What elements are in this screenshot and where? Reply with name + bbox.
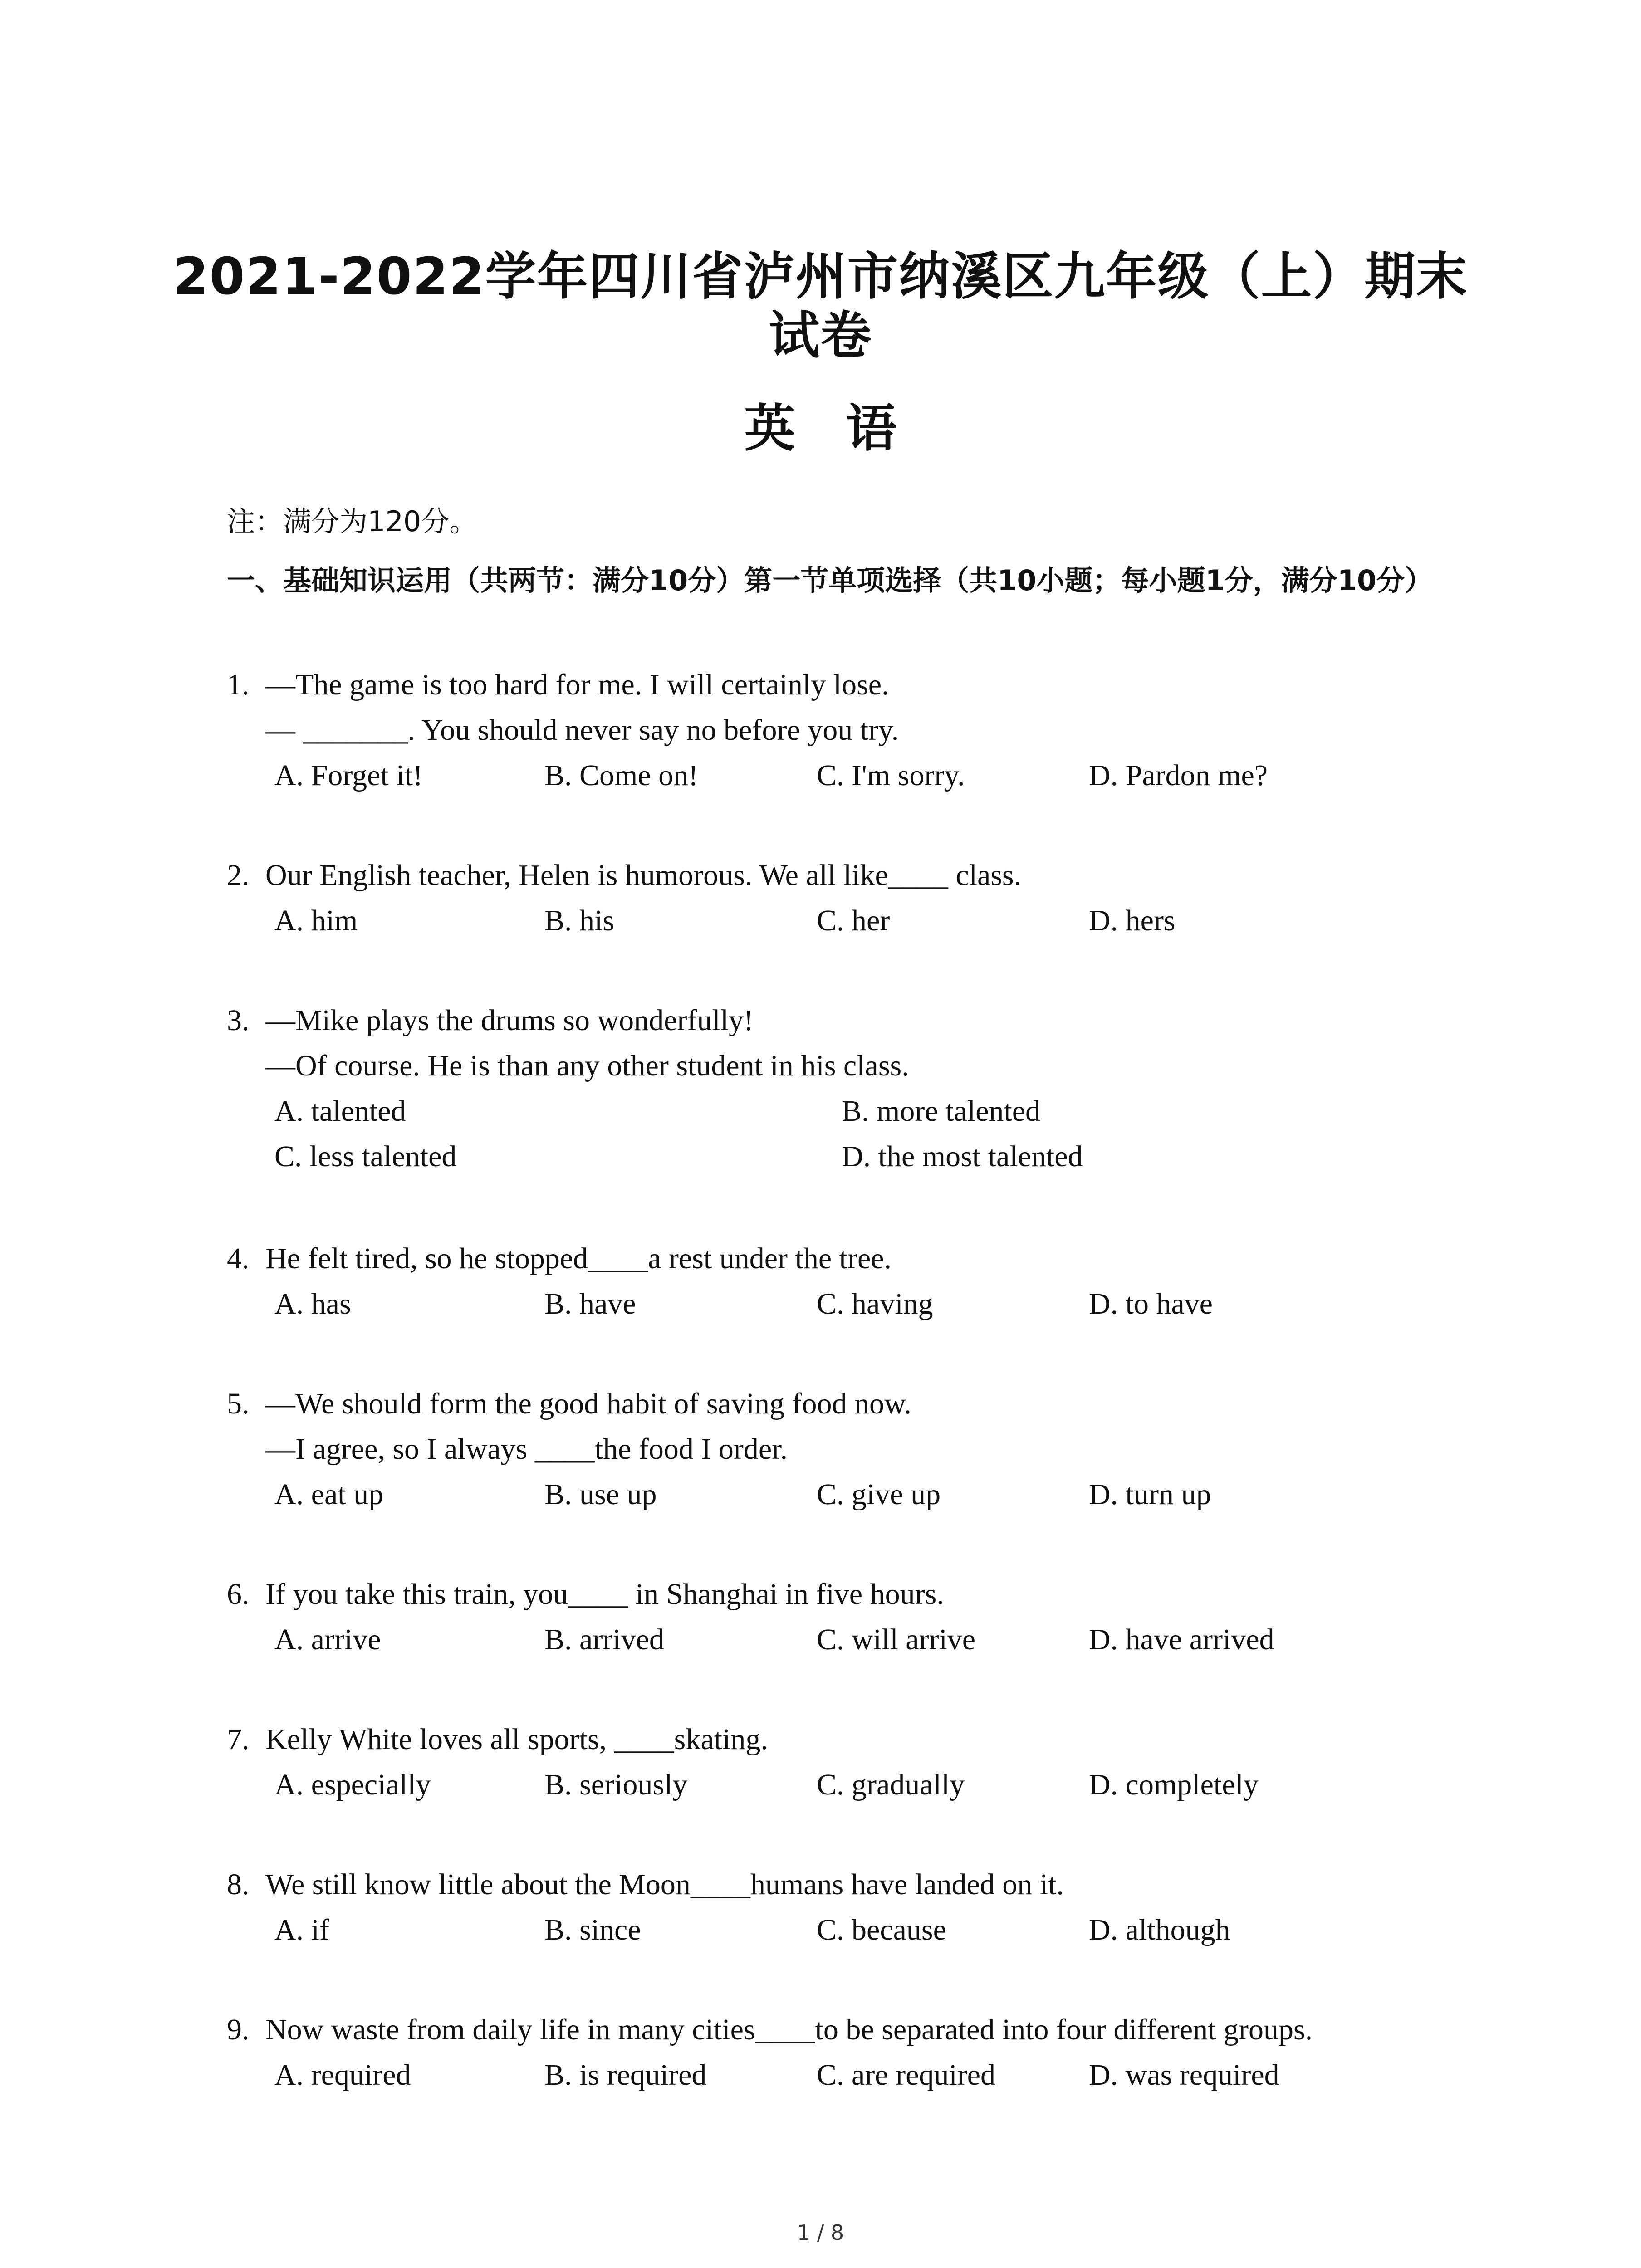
option-d[interactable]: D. Pardon me? bbox=[1089, 759, 1268, 792]
option-b[interactable]: B. more talented bbox=[842, 1095, 1041, 1128]
option-c[interactable]: C. having bbox=[817, 1287, 933, 1320]
option-a[interactable]: A. him bbox=[274, 904, 358, 937]
option-b[interactable]: B. arrived bbox=[544, 1623, 664, 1656]
page-number: 1 / 8 bbox=[797, 2220, 844, 2245]
option-b[interactable]: B. his bbox=[544, 904, 615, 937]
question-stem: Kelly White loves all sports, ____skating. bbox=[265, 1723, 768, 1756]
option-a[interactable]: A. Forget it! bbox=[274, 759, 423, 792]
option-c[interactable]: C. are required bbox=[817, 2058, 995, 2092]
option-a[interactable]: A. especially bbox=[274, 1768, 431, 1801]
question-stem: If you take this train, you____ in Shanghai in five hours. bbox=[265, 1578, 944, 1611]
option-d[interactable]: D. was required bbox=[1089, 2058, 1279, 2092]
option-d[interactable]: D. to have bbox=[1089, 1287, 1213, 1320]
question-stem: —The game is too hard for me. I will certainly lose. bbox=[265, 668, 889, 701]
question-number: 9. bbox=[227, 2013, 250, 2046]
question-reply: —Of course. He is than any other student in his class. bbox=[265, 1049, 909, 1082]
option-a[interactable]: A. if bbox=[274, 1913, 329, 1946]
option-a[interactable]: A. eat up bbox=[274, 1478, 384, 1511]
option-d[interactable]: D. completely bbox=[1089, 1768, 1259, 1801]
option-b[interactable]: B. is required bbox=[544, 2058, 707, 2092]
question-stem: —Mike plays the drums so wonderfully! bbox=[265, 1004, 754, 1037]
option-c[interactable]: C. because bbox=[817, 1913, 946, 1946]
option-a[interactable]: A. talented bbox=[274, 1095, 406, 1128]
question-stem: He felt tired, so he stopped____a rest under the tree. bbox=[265, 1242, 892, 1275]
option-c[interactable]: C. I'm sorry. bbox=[817, 759, 965, 792]
option-a[interactable]: A. required bbox=[274, 2058, 411, 2092]
option-c[interactable]: C. will arrive bbox=[817, 1623, 976, 1656]
question-reply: —I agree, so I always ____the food I order. bbox=[265, 1432, 788, 1466]
question-stem: —We should form the good habit of saving food now. bbox=[265, 1387, 911, 1420]
option-c[interactable]: C. gradually bbox=[817, 1768, 965, 1801]
option-b[interactable]: B. Come on! bbox=[544, 759, 699, 792]
option-b[interactable]: B. have bbox=[544, 1287, 636, 1320]
option-d[interactable]: D. have arrived bbox=[1089, 1623, 1274, 1656]
subject-heading: 英 语 bbox=[744, 399, 897, 458]
exam-title-line-1: 2021-2022学年四川省泸州市纳溪区九年级（上）期末 bbox=[173, 247, 1468, 306]
question-stem: We still know little about the Moon____humans have landed on it. bbox=[265, 1868, 1064, 1901]
option-d[interactable]: D. although bbox=[1089, 1913, 1230, 1946]
question-number: 6. bbox=[227, 1578, 250, 1611]
question-number: 3. bbox=[227, 1004, 250, 1037]
option-d[interactable]: D. turn up bbox=[1089, 1478, 1211, 1511]
option-b[interactable]: B. use up bbox=[544, 1478, 657, 1511]
exam-title-line-2: 试卷 bbox=[769, 306, 872, 365]
question-number: 4. bbox=[227, 1242, 250, 1275]
question-reply: — _______. You should never say no before you try. bbox=[265, 714, 899, 747]
question-stem: Now waste from daily life in many cities____to be separated into four different groups. bbox=[265, 2013, 1313, 2046]
question-number: 5. bbox=[227, 1387, 250, 1420]
option-d[interactable]: D. hers bbox=[1089, 904, 1176, 937]
question-number: 7. bbox=[227, 1723, 250, 1756]
exam-title bbox=[0, 247, 1641, 365]
option-b[interactable]: B. seriously bbox=[544, 1768, 688, 1801]
option-c[interactable]: C. give up bbox=[817, 1478, 941, 1511]
option-a[interactable]: A. has bbox=[274, 1287, 351, 1320]
question-number: 2. bbox=[227, 859, 250, 892]
section-heading: 一、基础知识运用（共两节：满分10分）第一节单项选择（共10小题；每小题1分，满分10分） bbox=[227, 564, 1433, 597]
option-a[interactable]: A. arrive bbox=[274, 1623, 381, 1656]
question-number: 1. bbox=[227, 668, 250, 701]
option-d[interactable]: D. the most talented bbox=[842, 1140, 1083, 1173]
question-stem: Our English teacher, Helen is humorous. We all like____ class. bbox=[265, 859, 1022, 892]
option-c[interactable]: C. her bbox=[817, 904, 890, 937]
question-number: 8. bbox=[227, 1868, 250, 1901]
option-b[interactable]: B. since bbox=[544, 1913, 641, 1946]
score-note: 注：满分为120分。 bbox=[227, 505, 478, 538]
option-c[interactable]: C. less talented bbox=[274, 1140, 457, 1173]
